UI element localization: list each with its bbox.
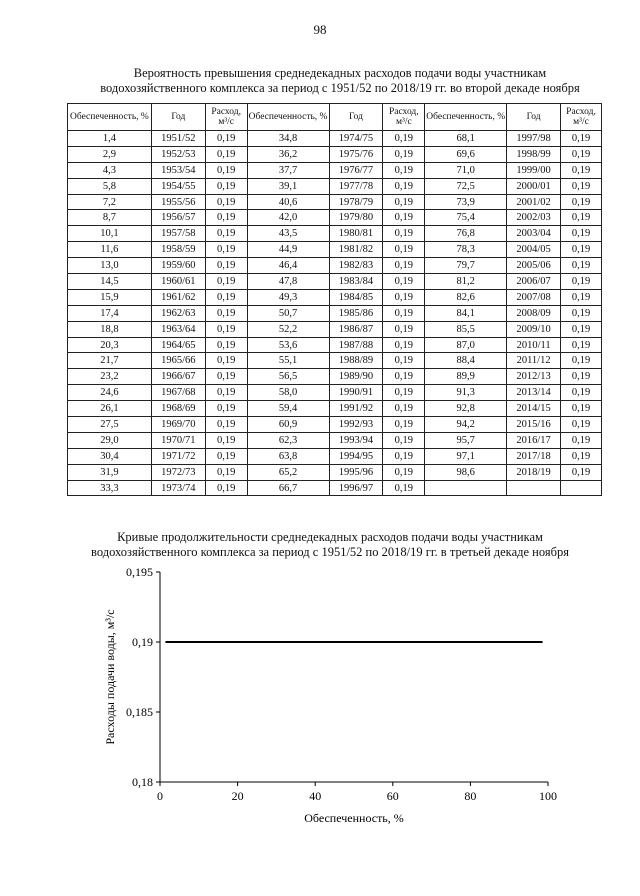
- table-row: [68, 258, 602, 274]
- table-cell: 2,9: [68, 146, 152, 162]
- table-cell: 2007/08: [507, 289, 561, 305]
- table-cell: 42,0: [247, 210, 329, 226]
- table-cell: 0,19: [561, 417, 602, 433]
- table-row: [68, 162, 602, 178]
- table-row: [68, 337, 602, 353]
- table-cell: 0,19: [561, 178, 602, 194]
- table-cell: 1955/56: [151, 194, 205, 210]
- table-cell: 88,4: [425, 353, 507, 369]
- table-title-line-2: водохозяйственного комплекса за период с 1951/52 по 2018/19 гг. во второй декаде ноября: [100, 81, 580, 95]
- table-cell: 15,9: [68, 289, 152, 305]
- table-cell: 1954/55: [151, 178, 205, 194]
- table-cell: 1951/52: [151, 131, 205, 147]
- table-cell: [561, 480, 602, 496]
- page-number: 98: [313, 22, 327, 37]
- table-cell: 20,3: [68, 337, 152, 353]
- table-cell: 0,19: [383, 178, 425, 194]
- table-cell: 55,1: [247, 353, 329, 369]
- table-cell: 1994/95: [329, 448, 383, 464]
- table-cell: 0,19: [205, 401, 247, 417]
- table-cell: 0,19: [561, 194, 602, 210]
- table-body: [68, 131, 602, 496]
- x-tick-label: 80: [464, 789, 477, 803]
- table-cell: 34,8: [247, 131, 329, 147]
- table-cell: 50,7: [247, 305, 329, 321]
- table-cell: 1988/89: [329, 353, 383, 369]
- table-cell: 0,19: [383, 369, 425, 385]
- table-cell: 0,19: [561, 369, 602, 385]
- table-cell: 1,4: [68, 131, 152, 147]
- table-cell: 21,7: [68, 353, 152, 369]
- table-cell: 1980/81: [329, 226, 383, 242]
- table-cell: 0,19: [561, 146, 602, 162]
- table-cell: 0,19: [205, 480, 247, 496]
- table-cell: 0,19: [205, 194, 247, 210]
- table-cell: 24,6: [68, 385, 152, 401]
- table-cell: 40,6: [247, 194, 329, 210]
- table-cell: [507, 480, 561, 496]
- table-cell: 2013/14: [507, 385, 561, 401]
- table-cell: 0,19: [561, 210, 602, 226]
- table-cell: 1958/59: [151, 242, 205, 258]
- column-header: Обеспеченность, %: [247, 104, 329, 131]
- table-cell: 1992/93: [329, 417, 383, 433]
- table-cell: 30,4: [68, 448, 152, 464]
- table-cell: 0,19: [383, 162, 425, 178]
- table-cell: 0,19: [561, 464, 602, 480]
- table-title: [60, 66, 620, 96]
- table-cell: 17,4: [68, 305, 152, 321]
- table-cell: 60,9: [247, 417, 329, 433]
- table-cell: 1972/73: [151, 464, 205, 480]
- table-cell: 0,19: [383, 432, 425, 448]
- table-header-row: [68, 104, 602, 131]
- table-cell: 1976/77: [329, 162, 383, 178]
- table-cell: 0,19: [561, 162, 602, 178]
- column-header: Обеспеченность, %: [68, 104, 152, 131]
- table-cell: 0,19: [383, 242, 425, 258]
- x-tick-label: 40: [309, 789, 322, 803]
- table-row: [68, 385, 602, 401]
- table-cell: 1985/86: [329, 305, 383, 321]
- table-title-line-1: Вероятность превышения среднедекадных расходов подачи воды участникам: [133, 66, 547, 80]
- table-cell: 1983/84: [329, 274, 383, 290]
- table-row: [68, 321, 602, 337]
- table-cell: 0,19: [561, 432, 602, 448]
- table-cell: 1991/92: [329, 401, 383, 417]
- table-row: [68, 369, 602, 385]
- table-cell: 1993/94: [329, 432, 383, 448]
- table-cell: 39,1: [247, 178, 329, 194]
- table-cell: 91,3: [425, 385, 507, 401]
- table-cell: 0,19: [383, 146, 425, 162]
- table-cell: 2001/02: [507, 194, 561, 210]
- table-cell: 94,2: [425, 417, 507, 433]
- table-cell: 44,9: [247, 242, 329, 258]
- table-cell: 1999/00: [507, 162, 561, 178]
- table-cell: 1981/82: [329, 242, 383, 258]
- table-cell: 0,19: [383, 131, 425, 147]
- column-header: Обеспеченность, %: [425, 104, 507, 131]
- table-cell: 2000/01: [507, 178, 561, 194]
- table-cell: 1990/91: [329, 385, 383, 401]
- table-cell: 72,5: [425, 178, 507, 194]
- table-cell: 1973/74: [151, 480, 205, 496]
- table-cell: 1977/78: [329, 178, 383, 194]
- table-cell: 92,8: [425, 401, 507, 417]
- table-cell: 31,9: [68, 464, 152, 480]
- x-tick-label: 20: [231, 789, 244, 803]
- table-cell: 0,19: [383, 289, 425, 305]
- table-cell: 1957/58: [151, 226, 205, 242]
- table-cell: 0,19: [205, 226, 247, 242]
- table-cell: 1969/70: [151, 417, 205, 433]
- table-cell: 1987/88: [329, 337, 383, 353]
- y-tick-label: 0,19: [132, 635, 153, 649]
- table-row: [68, 178, 602, 194]
- column-header: Расход, м³/с: [561, 104, 602, 131]
- y-tick-label: 0,195: [126, 565, 153, 579]
- table-cell: 78,3: [425, 242, 507, 258]
- table-cell: 0,19: [205, 369, 247, 385]
- table-cell: 95,7: [425, 432, 507, 448]
- table-cell: 56,5: [247, 369, 329, 385]
- table-cell: 2003/04: [507, 226, 561, 242]
- table-cell: 0,19: [561, 401, 602, 417]
- table-cell: 0,19: [383, 480, 425, 496]
- table-cell: 1996/97: [329, 480, 383, 496]
- table-cell: 2002/03: [507, 210, 561, 226]
- table-cell: 2018/19: [507, 464, 561, 480]
- table-cell: 0,19: [383, 337, 425, 353]
- table-cell: 0,19: [205, 321, 247, 337]
- table-cell: 0,19: [383, 258, 425, 274]
- table-cell: 0,19: [205, 417, 247, 433]
- table-cell: 0,19: [383, 274, 425, 290]
- table-cell: 0,19: [561, 226, 602, 242]
- table-row: [68, 131, 602, 147]
- table-cell: 0,19: [561, 242, 602, 258]
- table-cell: 0,19: [561, 353, 602, 369]
- table-cell: 59,4: [247, 401, 329, 417]
- table-cell: 81,2: [425, 274, 507, 290]
- table-cell: 85,5: [425, 321, 507, 337]
- table-cell: 0,19: [561, 305, 602, 321]
- table-cell: 2009/10: [507, 321, 561, 337]
- table-cell: 0,19: [383, 353, 425, 369]
- column-header: Год: [507, 104, 561, 131]
- table-cell: 5,8: [68, 178, 152, 194]
- table-cell: 1968/69: [151, 401, 205, 417]
- table-row: [68, 305, 602, 321]
- table-cell: 0,19: [383, 464, 425, 480]
- table-cell: 2016/17: [507, 432, 561, 448]
- table-cell: 1998/99: [507, 146, 561, 162]
- table-cell: 27,5: [68, 417, 152, 433]
- table-cell: 0,19: [561, 289, 602, 305]
- chart-title: [50, 530, 610, 560]
- table-cell: 0,19: [205, 242, 247, 258]
- table-cell: 1967/68: [151, 385, 205, 401]
- table-cell: 0,19: [561, 385, 602, 401]
- table-cell: 2004/05: [507, 242, 561, 258]
- table-cell: 43,5: [247, 226, 329, 242]
- table-cell: 87,0: [425, 337, 507, 353]
- table-row: [68, 448, 602, 464]
- table-cell: 7,2: [68, 194, 152, 210]
- table-cell: 69,6: [425, 146, 507, 162]
- table-cell: 2012/13: [507, 369, 561, 385]
- table-cell: 84,1: [425, 305, 507, 321]
- chart-title-line-1: Кривые продолжительности среднедекадных расходов подачи воды участникам: [117, 530, 543, 544]
- table-cell: 1961/62: [151, 289, 205, 305]
- table-cell: 0,19: [205, 210, 247, 226]
- table-cell: 53,6: [247, 337, 329, 353]
- table-cell: 1970/71: [151, 432, 205, 448]
- x-tick-label: 100: [539, 789, 557, 803]
- table-cell: [425, 480, 507, 496]
- table-row: [68, 289, 602, 305]
- table-cell: 0,19: [383, 417, 425, 433]
- table-cell: 0,19: [205, 464, 247, 480]
- table-cell: 0,19: [561, 337, 602, 353]
- table-cell: 1989/90: [329, 369, 383, 385]
- table-cell: 0,19: [561, 321, 602, 337]
- table-cell: 1971/72: [151, 448, 205, 464]
- y-axis-label: Расходы подачи воды, м³/с: [103, 609, 117, 745]
- table-cell: 89,9: [425, 369, 507, 385]
- y-tick-label: 0,185: [126, 705, 153, 719]
- table-cell: 62,3: [247, 432, 329, 448]
- table-cell: 1953/54: [151, 162, 205, 178]
- table-cell: 13,0: [68, 258, 152, 274]
- table-cell: 33,3: [68, 480, 152, 496]
- table-cell: 2015/16: [507, 417, 561, 433]
- table-cell: 0,19: [383, 226, 425, 242]
- x-axis-label: Обеспеченность, %: [304, 811, 404, 825]
- x-tick-label: 60: [386, 789, 399, 803]
- table-cell: 0,19: [561, 274, 602, 290]
- table-cell: 52,2: [247, 321, 329, 337]
- column-header: Год: [329, 104, 383, 131]
- table-cell: 36,2: [247, 146, 329, 162]
- table-cell: 0,19: [205, 131, 247, 147]
- table-row: [68, 194, 602, 210]
- table-cell: 2008/09: [507, 305, 561, 321]
- table-cell: 97,1: [425, 448, 507, 464]
- table-cell: 11,6: [68, 242, 152, 258]
- table-cell: 37,7: [247, 162, 329, 178]
- table-row: [68, 417, 602, 433]
- table-cell: 2006/07: [507, 274, 561, 290]
- table-cell: 71,0: [425, 162, 507, 178]
- table-cell: 68,1: [425, 131, 507, 147]
- table-cell: 0,19: [383, 194, 425, 210]
- column-header: Год: [151, 104, 205, 131]
- table-cell: 1956/57: [151, 210, 205, 226]
- table-cell: 0,19: [561, 258, 602, 274]
- table-cell: 1965/66: [151, 353, 205, 369]
- table-cell: 10,1: [68, 226, 152, 242]
- column-header: Расход, м³/с: [205, 104, 247, 131]
- column-header: Расход, м³/с: [383, 104, 425, 131]
- table-cell: 0,19: [205, 432, 247, 448]
- table-cell: 0,19: [205, 258, 247, 274]
- table-row: [68, 274, 602, 290]
- table-cell: 1997/98: [507, 131, 561, 147]
- table-cell: 29,0: [68, 432, 152, 448]
- table-cell: 73,9: [425, 194, 507, 210]
- table-cell: 65,2: [247, 464, 329, 480]
- table-cell: 1960/61: [151, 274, 205, 290]
- table-cell: 47,8: [247, 274, 329, 290]
- table-row: [68, 401, 602, 417]
- table-row: [68, 226, 602, 242]
- table-cell: 1995/96: [329, 464, 383, 480]
- table-cell: 0,19: [383, 321, 425, 337]
- table-cell: 0,19: [561, 131, 602, 147]
- table-cell: 1974/75: [329, 131, 383, 147]
- table-cell: 14,5: [68, 274, 152, 290]
- table-cell: 76,8: [425, 226, 507, 242]
- table-cell: 58,0: [247, 385, 329, 401]
- table-cell: 1978/79: [329, 194, 383, 210]
- x-tick-label: 0: [157, 789, 163, 803]
- duration-curve-chart: [90, 560, 590, 830]
- table-row: [68, 210, 602, 226]
- table-cell: 0,19: [205, 178, 247, 194]
- table-cell: 0,19: [205, 448, 247, 464]
- table-cell: 0,19: [205, 305, 247, 321]
- table-cell: 0,19: [383, 401, 425, 417]
- table-cell: 0,19: [205, 289, 247, 305]
- table-row: [68, 353, 602, 369]
- table-cell: 1982/83: [329, 258, 383, 274]
- probability-table: [67, 103, 602, 496]
- table-cell: 0,19: [383, 305, 425, 321]
- table-cell: 23,2: [68, 369, 152, 385]
- table-cell: 49,3: [247, 289, 329, 305]
- table-cell: 1964/65: [151, 337, 205, 353]
- table-row: [68, 480, 602, 496]
- table-row: [68, 242, 602, 258]
- table-row: [68, 146, 602, 162]
- table-cell: 75,4: [425, 210, 507, 226]
- table-cell: 0,19: [205, 146, 247, 162]
- table-cell: 1975/76: [329, 146, 383, 162]
- table-cell: 0,19: [561, 448, 602, 464]
- table-cell: 0,19: [205, 353, 247, 369]
- table-cell: 18,8: [68, 321, 152, 337]
- table-cell: 0,19: [205, 162, 247, 178]
- table-cell: 4,3: [68, 162, 152, 178]
- table-row: [68, 464, 602, 480]
- table-cell: 1963/64: [151, 321, 205, 337]
- table-cell: 1966/67: [151, 369, 205, 385]
- table-cell: 0,19: [205, 337, 247, 353]
- table-cell: 98,6: [425, 464, 507, 480]
- y-tick-label: 0,18: [132, 775, 153, 789]
- table-cell: 2014/15: [507, 401, 561, 417]
- table-cell: 2005/06: [507, 258, 561, 274]
- table-cell: 2010/11: [507, 337, 561, 353]
- table-cell: 26,1: [68, 401, 152, 417]
- chart-title-line-2: водохозяйственного комплекса за период с 1951/52 по 2018/19 гг. в третьей декаде ноября: [91, 545, 569, 559]
- table-cell: 1952/53: [151, 146, 205, 162]
- table-cell: 1984/85: [329, 289, 383, 305]
- table-cell: 1979/80: [329, 210, 383, 226]
- table-cell: 0,19: [383, 448, 425, 464]
- table-cell: 1962/63: [151, 305, 205, 321]
- table-cell: 8,7: [68, 210, 152, 226]
- table-cell: 0,19: [383, 385, 425, 401]
- table-cell: 2011/12: [507, 353, 561, 369]
- table-cell: 0,19: [383, 210, 425, 226]
- table-cell: 0,19: [205, 385, 247, 401]
- table-cell: 0,19: [205, 274, 247, 290]
- table-cell: 2017/18: [507, 448, 561, 464]
- table-cell: 46,4: [247, 258, 329, 274]
- table-cell: 66,7: [247, 480, 329, 496]
- table-cell: 63,8: [247, 448, 329, 464]
- table-row: [68, 432, 602, 448]
- table-cell: 82,6: [425, 289, 507, 305]
- table-cell: 1986/87: [329, 321, 383, 337]
- table-cell: 1959/60: [151, 258, 205, 274]
- table-cell: 79,7: [425, 258, 507, 274]
